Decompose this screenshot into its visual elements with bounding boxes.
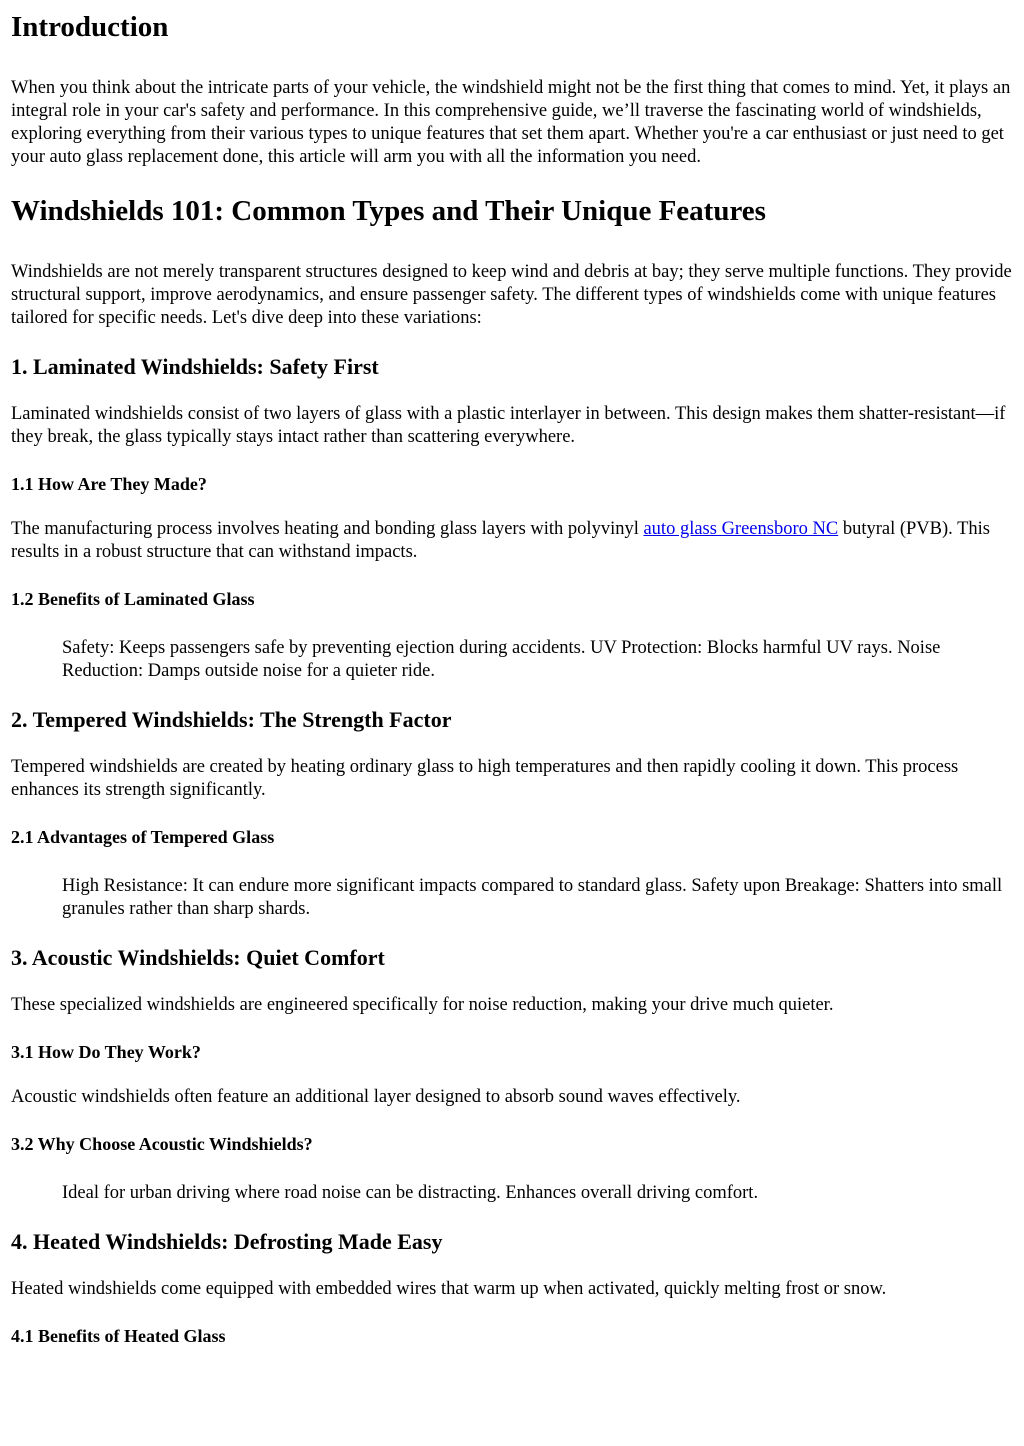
made-text-after: butyral (PVB). This results in a robust structure that can withstand impacts. [11, 519, 990, 562]
intro-paragraph: When you think about the intricate parts of your vehicle, the windshield might not be the first thing that comes to mind. Yet, it plays an integral role in your car's safety and performance. In this comprehensive guide, we’ll traverse the fascinating world of windshields, exploring everything from their various types to unique features that set them apart. Whether you're a car enthusiast or just need to get your auto glass replacement done, this article will arm you with all the information you need. [11, 78, 1011, 167]
acoustic-why-heading: 3.2 Why Choose Acoustic Windshields? [11, 1134, 313, 1154]
tempered-advantages-heading: 2.1 Advantages of Tempered Glass [11, 827, 275, 847]
acoustic-work-heading: 3.1 How Do They Work? [11, 1042, 201, 1062]
tempered-advantages-list: High Resistance: It can endure more significant impacts compared to standard glass. Safety upon Breakage: Shatters into small granules rather than sharp shards. [62, 876, 1003, 919]
acoustic-work-paragraph: Acoustic windshields often feature an additional layer designed to absorb sound waves effectively. [11, 1087, 741, 1107]
auto-glass-link[interactable]: auto glass Greensboro NC [643, 519, 839, 539]
acoustic-why-list: Ideal for urban driving where road noise can be distracting. Enhances overall driving comfort. [62, 1183, 759, 1203]
laminated-made-heading: 1.1 How Are They Made? [11, 474, 207, 494]
acoustic-paragraph: These specialized windshields are engineered specifically for noise reduction, making your drive much quieter. [11, 995, 834, 1015]
main-heading: Windshields 101: Common Types and Their Unique Features [11, 195, 766, 227]
heated-benefits-heading: 4.1 Benefits of Heated Glass [11, 1326, 226, 1346]
intro-heading: Introduction [11, 11, 169, 43]
heated-paragraph: Heated windshields come equipped with embedded wires that warm up when activated, quickly melting frost or snow. [11, 1279, 887, 1299]
made-text-before: The manufacturing process involves heating and bonding glass layers with polyvinyl [11, 519, 644, 539]
heated-heading: 4. Heated Windshields: Defrosting Made Easy [11, 1229, 443, 1254]
tempered-heading: 2. Tempered Windshields: The Strength Factor [11, 707, 452, 732]
laminated-benefits-list: Safety: Keeps passengers safe by preventing ejection during accidents. UV Protection: Blocks harmful UV rays. Noise Reduction: Damps outside noise for a quieter ride. [62, 638, 941, 681]
main-paragraph: Windshields are not merely transparent structures designed to keep wind and debris at bay; they serve multiple functions. They provide structural support, improve aerodynamics, and ensure passenger safety. The different types of windshields come with unique features tailored for specific needs. Let's dive deep into these variations: [11, 262, 1012, 328]
laminated-benefits-heading: 1.2 Benefits of Laminated Glass [11, 589, 255, 609]
laminated-paragraph: Laminated windshields consist of two layers of glass with a plastic interlayer in between. This design makes them shatter-resistant—if they break, the glass typically stays intact rather than scattering everywhere. [11, 404, 1006, 447]
laminated-made-paragraph [11, 518, 1013, 564]
acoustic-heading: 3. Acoustic Windshields: Quiet Comfort [11, 945, 385, 970]
tempered-paragraph: Tempered windshields are created by heating ordinary glass to high temperatures and then rapidly cooling it down. This process enhances its strength significantly. [11, 757, 959, 800]
laminated-heading: 1. Laminated Windshields: Safety First [11, 354, 379, 379]
